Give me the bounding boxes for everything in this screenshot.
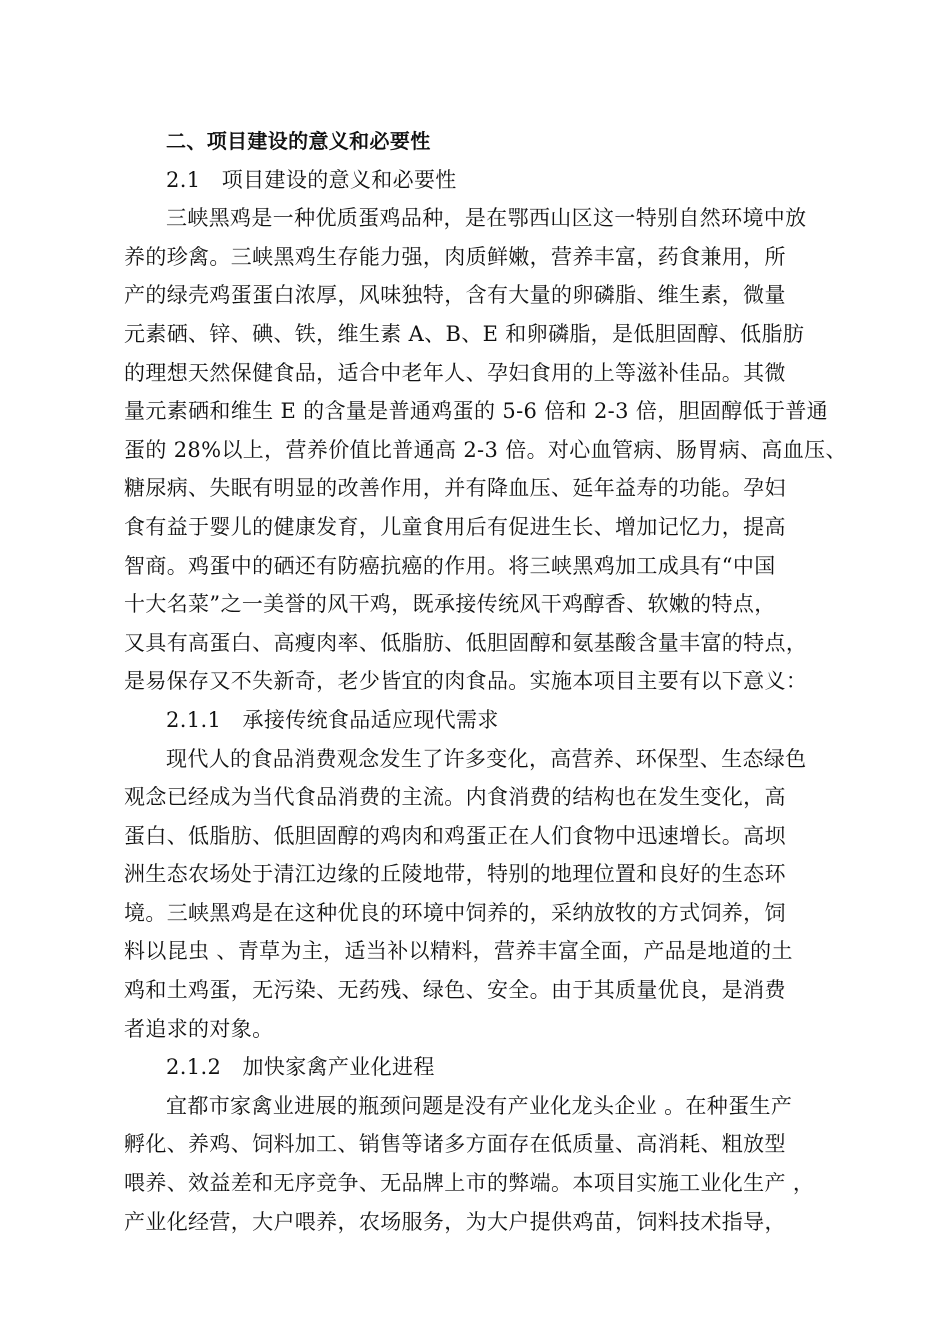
paragraph-line: 孵化、养鸡、饲料加工、销售等诸多方面存在低质量、高消耗、粗放型 — [124, 1132, 786, 1157]
paragraph-line: 者追求的对象。 — [124, 1016, 274, 1041]
paragraph-line: 喂养、效益差和无序竞争、无品牌上市的弊端。本项目实施工业化生产 ， — [124, 1171, 815, 1196]
paragraph-line: 境。三峡黑鸡是在这种优良的环境中饲养的，采纳放牧的方式饲养，饲 — [124, 900, 786, 925]
paragraph-1 — [124, 199, 847, 701]
paragraph-line: 又具有高蛋白、高瘦肉率、低脂肪、低胆固醇和氨基酸含量丰富的特点， — [124, 630, 808, 655]
paragraph-line: 宜都市家禽业进展的瓶颈问题是没有产业化龙头企业 。在种蛋生产 — [166, 1093, 793, 1118]
paragraph-line: 鸡和土鸡蛋，无污染、无药残、绿色、安全。由于其质量优良，是消费 — [124, 978, 786, 1003]
paragraph-line: 元素硒、锌、碘、铁，维生素 A、B、E 和卵磷脂，是低胆固醇、低脂肪 — [124, 321, 805, 346]
paragraph-line: 的理想天然保健食品，适合中老年人、孕妇食用的上等滋补佳品。其微 — [124, 360, 786, 385]
paragraph-line: 观念已经成为当代食品消费的主流。内食消费的结构也在发生变化，高 — [124, 785, 786, 810]
paragraph-3 — [124, 1087, 844, 1241]
subsection-title-2-1-2: 2.1.2 加快家禽产业化进程 — [166, 1055, 435, 1080]
paragraph-line: 现代人的食品消费观念发生了许多变化，高营养、环保型、生态绿色 — [166, 746, 807, 771]
document-page — [124, 122, 847, 1241]
paragraph-line: 洲生态农场处于清江边缘的丘陵地带，特别的地理位置和良好的生态环 — [124, 862, 786, 887]
paragraph-line: 料以昆虫 、青草为主，适当补以精料，营养丰富全面，产品是地道的土 — [124, 939, 793, 964]
paragraph-line: 产的绿壳鸡蛋蛋白浓厚，风味独特，含有大量的卵磷脂、维生素，微量 — [124, 283, 786, 308]
paragraph-line: 量元素硒和维生 E 的含量是普通鸡蛋的 5-6 倍和 2-3 倍，胆固醇低于普通 — [124, 399, 829, 424]
subsection-title-2-1-1: 2.1.1 承接传统食品适应现代需求 — [166, 707, 499, 732]
paragraph-line: 糖尿病、失眠有明显的改善作用，并有降血压、延年益寿的功能。孕妇 — [124, 476, 786, 501]
paragraph-line: 十大名菜”之一美誉的风干鸡，既承接传统风干鸡醇香、软嫩的特点， — [124, 592, 776, 617]
paragraph-line: 养的珍禽。三峡黑鸡生存能力强，肉质鲜嫩，营养丰富，药食兼用，所 — [124, 244, 786, 269]
paragraph-line: 蛋的 28%以上，营养价值比普通高 2-3 倍。对心血管病、肠胃病、高血压、 — [124, 437, 847, 462]
paragraph-line: 三峡黑鸡是一种优质蛋鸡品种，是在鄂西山区这一特别自然环境中放 — [166, 206, 807, 231]
paragraph-line: 智商。鸡蛋中的硒还有防癌抗癌的作用。将三峡黑鸡加工成具有“中国 — [124, 553, 776, 578]
paragraph-line: 蛋白、低脂肪、低胆固醇的鸡肉和鸡蛋正在人们食物中迅速增长。高坝 — [124, 823, 786, 848]
paragraph-line: 食有益于婴儿的健康发育，儿童食用后有促进生长、增加记忆力，提高 — [124, 514, 786, 539]
section-heading: 二、项目建设的意义和必要性 — [166, 129, 431, 153]
paragraph-line: 产业化经营，大户喂养，农场服务，为大户提供鸡苗，饲料技术指导， — [124, 1209, 786, 1234]
subsection-title-2-1: 2.1 项目建设的意义和必要性 — [166, 167, 457, 192]
paragraph-2 — [124, 740, 844, 1049]
paragraph-line: 是易保存又不失新奇，老少皆宜的肉食品。实施本项目主要有以下意义： — [124, 669, 808, 694]
